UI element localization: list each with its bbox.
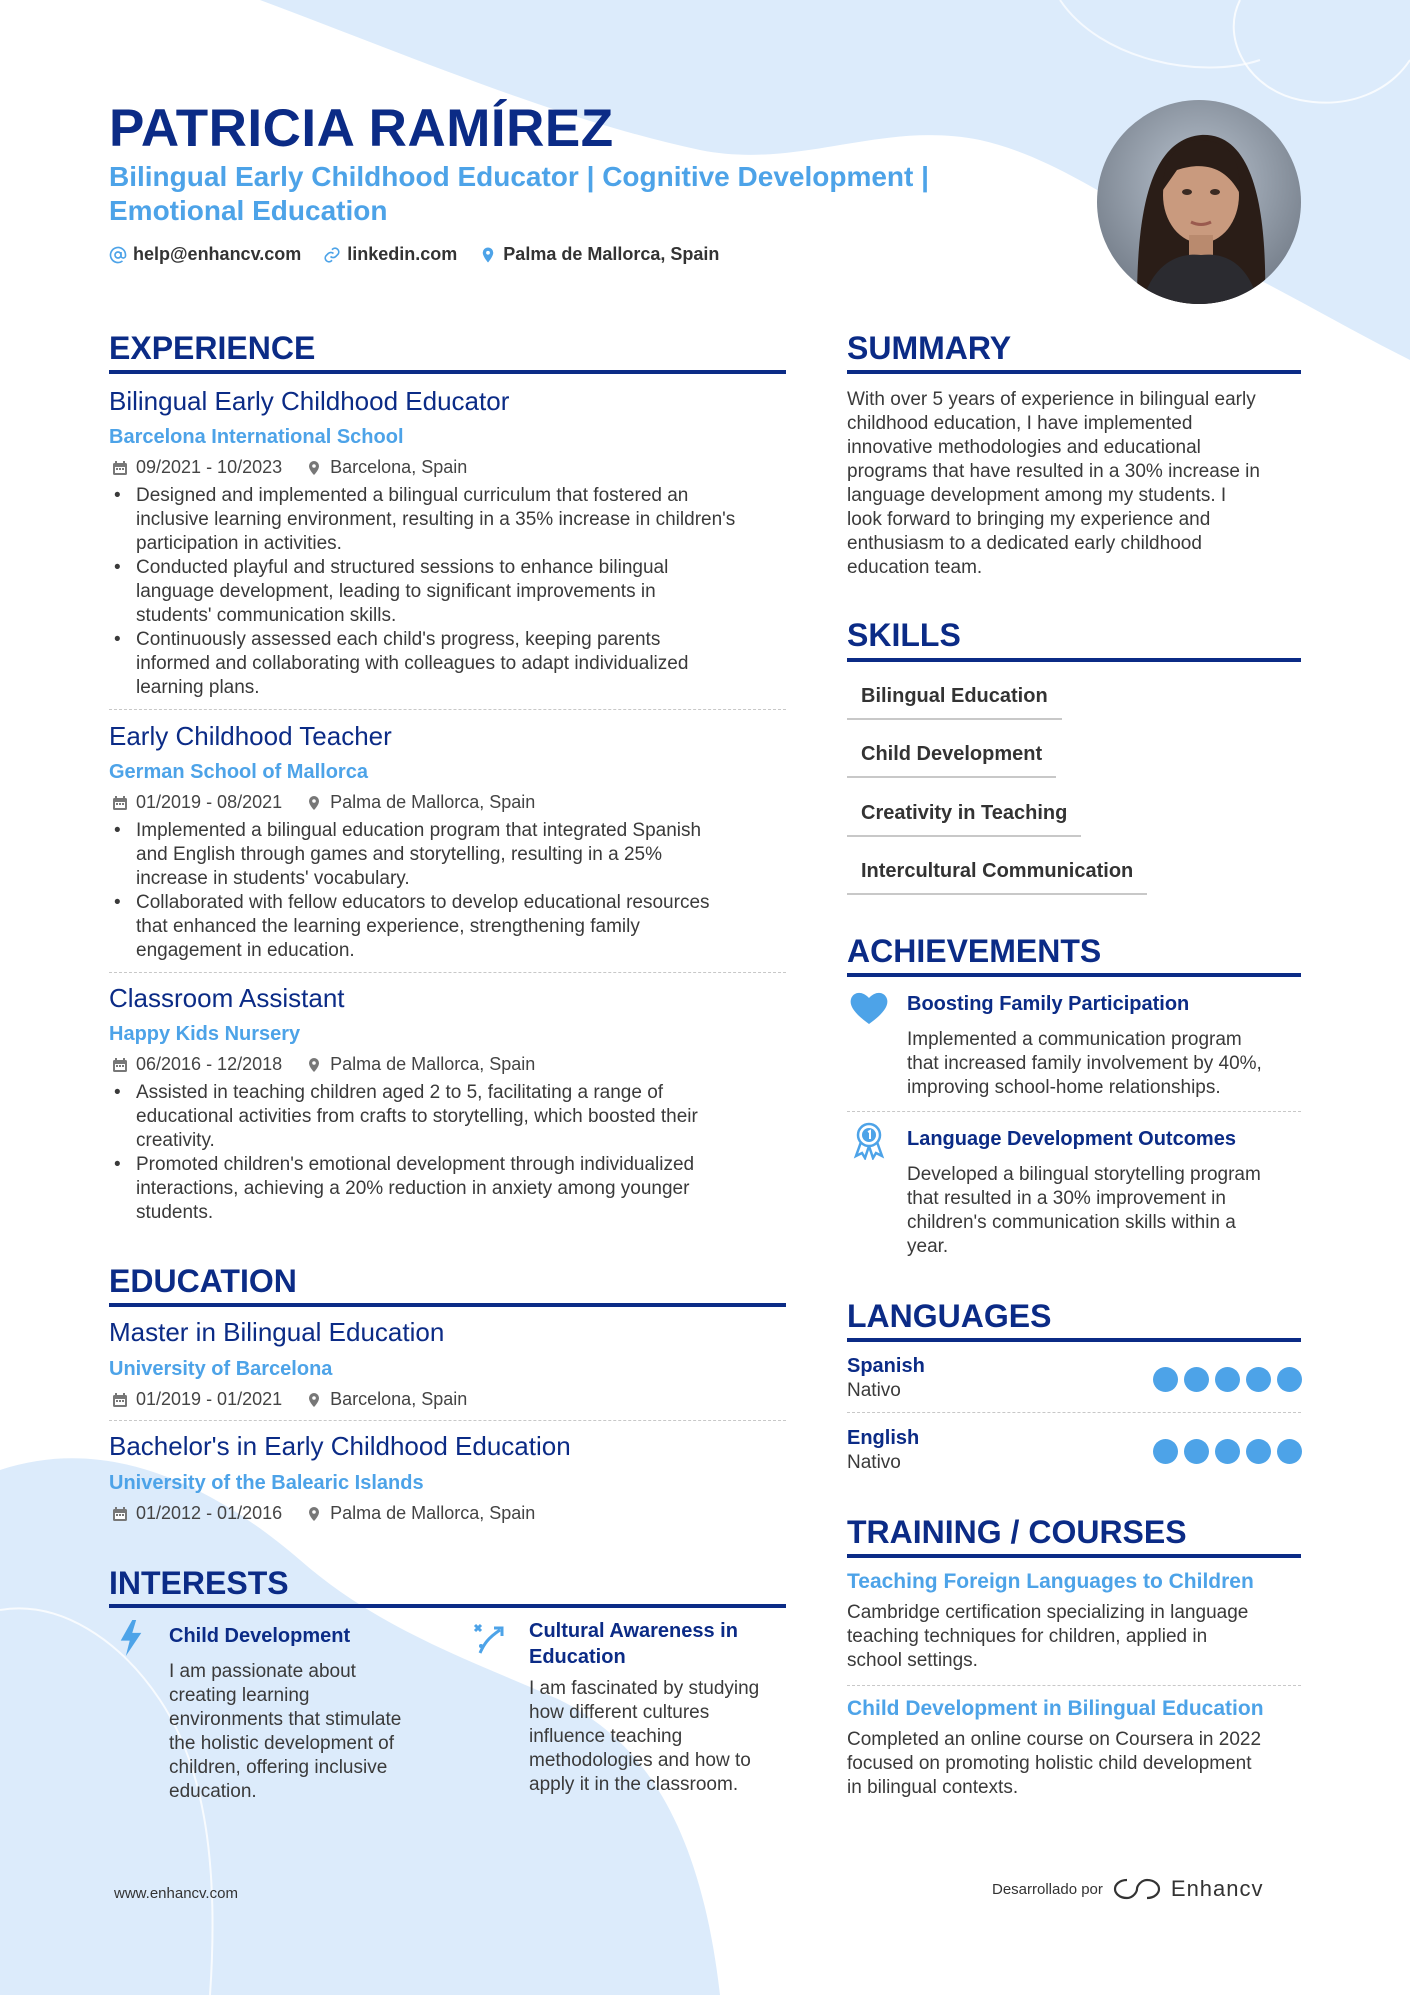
rating-dot <box>1184 1439 1209 1464</box>
education-dates: 01/2012 - 01/2016 <box>136 1503 283 1523</box>
bullet-line: • Continuously assessed each child's progress, keeping parents <box>136 629 661 650</box>
skill-tag: Creativity in Teaching <box>847 802 1081 837</box>
link-icon <box>323 246 341 264</box>
text-line: enthusiasm to a dedicated early childhood <box>847 533 1202 554</box>
experience-rule <box>109 370 786 374</box>
divider <box>847 1685 1301 1686</box>
text-line: education team. <box>847 557 983 578</box>
rating-dot <box>1184 1367 1209 1392</box>
calendar-icon <box>112 1057 128 1073</box>
text-line: childhood education, I have implemented <box>847 413 1193 434</box>
job-bullets <box>109 1081 799 1225</box>
job-dates: 01/2019 - 08/2021 <box>136 792 283 812</box>
divider <box>109 972 786 973</box>
education-rule <box>109 1303 786 1307</box>
text-line: education. <box>169 1781 257 1802</box>
achievement-title: Boosting Family Participation <box>907 993 1190 1015</box>
bullet-line: students' communication skills. <box>136 605 397 626</box>
course-title: Teaching Foreign Languages to Children <box>847 1570 1254 1593</box>
location-pin-icon <box>306 1506 322 1522</box>
skill-tag: Intercultural Communication <box>847 860 1147 895</box>
degree: Bachelor's in Early Childhood Education <box>109 1431 571 1461</box>
headline <box>109 160 969 228</box>
headline-line: Emotional Education <box>109 195 388 226</box>
job-location: Barcelona, Spain <box>330 457 468 477</box>
text-line: apply it in the classroom. <box>529 1774 739 1795</box>
rating-dot <box>1277 1367 1302 1392</box>
bullet-line: participation in activities. <box>136 533 342 554</box>
achievements-title: ACHIEVEMENTS <box>847 933 1102 969</box>
training-rule <box>847 1554 1301 1558</box>
course-text <box>847 1601 1307 1673</box>
text-line: creating learning <box>169 1685 310 1706</box>
interest-title <box>529 1618 789 1670</box>
job-bullets <box>109 819 799 963</box>
bullet-line: • Collaborated with fellow educators to develop educational resources <box>136 892 710 913</box>
languages-rule <box>847 1338 1301 1342</box>
language-level: Nativo <box>847 1380 901 1401</box>
text-line: improving school-home relationships. <box>907 1077 1221 1098</box>
location-pin-icon <box>306 795 322 811</box>
bullet-item <box>109 891 799 963</box>
achievement-title: Language Development Outcomes <box>907 1128 1236 1150</box>
powered-by-label: Desarrollado por <box>992 1880 1103 1898</box>
location-pin-icon <box>306 460 322 476</box>
text-line: innovative methodologies and educational <box>847 437 1201 458</box>
bullet-line: • Assisted in teaching children aged 2 to 5, facilitating a range of <box>136 1082 664 1103</box>
rating-dot <box>1215 1439 1240 1464</box>
job-company: Happy Kids Nursery <box>109 1023 301 1045</box>
text-line: I am fascinated by studying <box>529 1678 760 1699</box>
bullet-line: creativity. <box>136 1130 215 1151</box>
text-line: year. <box>907 1236 949 1257</box>
strategy-icon <box>472 1622 508 1656</box>
course-title: Child Development in Bilingual Education <box>847 1697 1264 1720</box>
job-location: Palma de Mallorca, Spain <box>330 792 536 812</box>
divider <box>847 1412 1301 1413</box>
bullet-line: learning plans. <box>136 677 260 698</box>
rating-dot <box>1153 1367 1178 1392</box>
job-dates: 09/2021 - 10/2023 <box>136 457 283 477</box>
text-line: school settings. <box>847 1650 978 1671</box>
text-line: how different cultures <box>529 1702 710 1723</box>
divider <box>109 1420 786 1421</box>
interests-rule <box>109 1604 786 1608</box>
bullet-line: • Promoted children's emotional development through individualized <box>136 1154 695 1175</box>
bullet-line: and English through games and storytelling, resulting in a 25% <box>136 844 662 865</box>
rating-dot <box>1277 1439 1302 1464</box>
bullet-line: educational activities from crafts to storytelling, which boosted their <box>136 1106 698 1127</box>
job-meta <box>112 792 535 813</box>
achievements-rule <box>847 973 1301 977</box>
text-line: With over 5 years of experience in bilingual early <box>847 389 1256 410</box>
text-line: children's communication skills within a <box>907 1212 1236 1233</box>
heart-icon <box>849 988 889 1028</box>
interest-title-line: Child Development <box>169 1625 351 1647</box>
interest-text <box>529 1677 799 1797</box>
course-text <box>847 1728 1307 1800</box>
bullet-line: engagement in education. <box>136 940 355 961</box>
lightning-icon <box>117 1620 145 1656</box>
brand-name: Enhancv <box>1170 1876 1264 1901</box>
text-line: that resulted in a 30% improvement in <box>907 1188 1226 1209</box>
languages-title: LANGUAGES <box>847 1298 1052 1334</box>
candidate-name: PATRICIA RAMÍREZ <box>109 99 614 158</box>
text-line: Completed an online course on Coursera in 2022 <box>847 1729 1262 1750</box>
job-company: Barcelona International School <box>109 426 404 448</box>
job-meta <box>112 457 467 478</box>
education-dates: 01/2019 - 01/2021 <box>136 1389 283 1409</box>
footer-brand[interactable] <box>992 1876 1264 1902</box>
contact-bar <box>109 244 719 265</box>
job-role: Classroom Assistant <box>109 983 345 1013</box>
award-ribbon-icon <box>849 1120 889 1160</box>
text-line: environments that stimulate <box>169 1709 402 1730</box>
contact-location-text: Palma de Mallorca, Spain <box>503 244 720 264</box>
language-name: English <box>847 1427 920 1449</box>
location-pin-icon <box>306 1057 322 1073</box>
job-location: Palma de Mallorca, Spain <box>330 1054 536 1074</box>
bullet-item <box>109 556 799 628</box>
text-line: children, offering inclusive <box>169 1757 388 1778</box>
school: University of the Balearic Islands <box>109 1472 424 1494</box>
job-role: Bilingual Early Childhood Educator <box>109 386 510 416</box>
contact-email[interactable] <box>109 244 301 265</box>
skills-rule <box>847 658 1301 662</box>
training-title: TRAINING / COURSES <box>847 1514 1187 1550</box>
divider <box>847 1111 1301 1112</box>
bullet-line: students. <box>136 1202 214 1223</box>
summary-rule <box>847 370 1301 374</box>
calendar-icon <box>112 1392 128 1408</box>
calendar-icon <box>112 460 128 476</box>
text-line: methodologies and how to <box>529 1750 751 1771</box>
divider <box>109 709 786 710</box>
interest-title <box>169 1623 350 1649</box>
bullet-line: • Implemented a bilingual education program that integrated Spanish <box>136 820 702 841</box>
language-level: Nativo <box>847 1452 901 1473</box>
rating-dot <box>1246 1367 1271 1392</box>
job-dates: 06/2016 - 12/2018 <box>136 1054 283 1074</box>
job-meta <box>112 1054 535 1075</box>
summary-title: SUMMARY <box>847 330 1012 366</box>
language-rating <box>1153 1439 1302 1464</box>
education-location: Barcelona, Spain <box>330 1389 468 1409</box>
bullet-line: inclusive learning environment, resulting in a 35% increase in children's <box>136 509 736 530</box>
text-line: programs that have resulted in a 30% increase in <box>847 461 1260 482</box>
enhancv-logo-icon <box>1113 1876 1161 1902</box>
bullet-line: interactions, achieving a 20% reduction in anxiety among younger <box>136 1178 690 1199</box>
text-line: look forward to bringing my experience and <box>847 509 1211 530</box>
skill-tag: Bilingual Education <box>847 685 1062 720</box>
education-title: EDUCATION <box>109 1263 297 1299</box>
calendar-icon <box>112 1506 128 1522</box>
job-role: Early Childhood Teacher <box>109 721 392 751</box>
text-line: Developed a bilingual storytelling program <box>907 1164 1261 1185</box>
contact-location <box>479 244 719 265</box>
text-line: teaching techniques for children, applied in <box>847 1626 1208 1647</box>
contact-linkedin[interactable] <box>323 244 457 265</box>
education-location: Palma de Mallorca, Spain <box>330 1503 536 1523</box>
job-bullets <box>109 484 799 700</box>
bullet-line: • Conducted playful and structured sessions to enhance bilingual <box>136 557 669 578</box>
education-meta <box>112 1389 467 1410</box>
interest-title-line: Cultural Awareness in <box>529 1620 738 1642</box>
achievement-text <box>907 1163 1307 1259</box>
bullet-item <box>109 819 799 891</box>
text-line: language development among my students. I <box>847 485 1227 506</box>
footer-website[interactable]: www.enhancv.com <box>114 1885 238 1902</box>
skills-title: SKILLS <box>847 617 961 653</box>
text-line: influence teaching <box>529 1726 683 1747</box>
summary-text <box>847 388 1307 580</box>
school: University of Barcelona <box>109 1358 333 1380</box>
interest-text <box>169 1660 459 1804</box>
bullet-item <box>109 484 799 556</box>
education-meta <box>112 1503 535 1524</box>
contact-linkedin-text: linkedin.com <box>347 244 458 264</box>
rating-dot <box>1246 1439 1271 1464</box>
text-line: Implemented a communication program <box>907 1029 1242 1050</box>
bullet-line: language development, leading to significant improvements in <box>136 581 656 602</box>
bullet-line: • Designed and implemented a bilingual curriculum that fostered an <box>136 485 689 506</box>
contact-email-text: help@enhancv.com <box>133 244 302 264</box>
text-line: in bilingual contexts. <box>847 1777 1019 1798</box>
job-company: German School of Mallorca <box>109 761 368 783</box>
bullet-item <box>109 1153 799 1225</box>
text-line: focused on promoting holistic child development <box>847 1753 1252 1774</box>
skill-tag: Child Development <box>847 743 1056 778</box>
location-pin-icon <box>306 1392 322 1408</box>
achievement-text <box>907 1028 1307 1100</box>
text-line: the holistic development of <box>169 1733 394 1754</box>
interest-title-line: Education <box>529 1646 626 1668</box>
text-line: Cambridge certification specializing in language <box>847 1602 1249 1623</box>
headline-line: Bilingual Early Childhood Educator | Cognitive Development | <box>109 161 929 192</box>
calendar-icon <box>112 795 128 811</box>
bullet-line: informed and collaborating with colleagues to adapt individualized <box>136 653 689 674</box>
at-icon <box>109 246 127 264</box>
language-name: Spanish <box>847 1355 925 1377</box>
profile-photo <box>1097 100 1301 304</box>
bullet-item <box>109 628 799 700</box>
bullet-line: that enhanced the learning experience, strengthening family <box>136 916 640 937</box>
text-line: that increased family involvement by 40%, <box>907 1053 1262 1074</box>
bullet-item <box>109 1081 799 1153</box>
degree: Master in Bilingual Education <box>109 1317 445 1347</box>
rating-dot <box>1153 1439 1178 1464</box>
text-line: I am passionate about <box>169 1661 356 1682</box>
experience-title: EXPERIENCE <box>109 330 316 366</box>
bullet-line: increase in students' vocabulary. <box>136 868 410 889</box>
interests-title: INTERESTS <box>109 1565 289 1601</box>
location-pin-icon <box>479 246 497 264</box>
rating-dot <box>1215 1367 1240 1392</box>
language-rating <box>1153 1367 1302 1392</box>
